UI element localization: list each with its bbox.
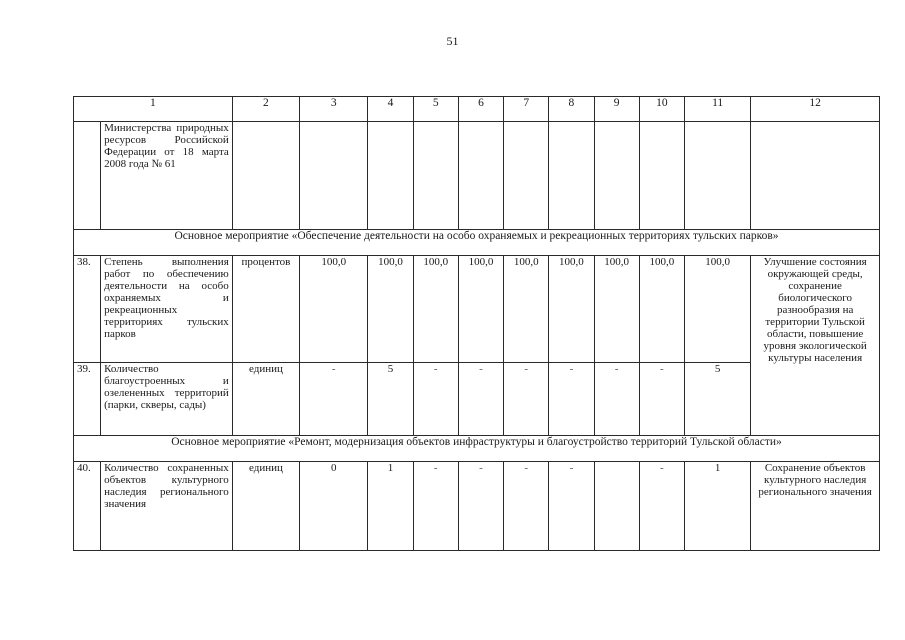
section-title: Основное мероприятие «Ремонт, модернизация объектов инфраструктуры и благоустройство территорий Тульской области» [74,436,880,462]
value-cell: 100,0 [368,256,413,363]
result-cell: Улучшение состояния окружающей среды, сохранение биологического разнообразия на территории Тульской области, повышение уровня экологической культуры населения [751,256,880,436]
value-cell: - [413,363,458,436]
value-cell: - [639,363,684,436]
header-cell: 2 [232,97,299,122]
header-row [74,97,880,122]
value-cell: - [413,462,458,551]
result-cell [751,122,880,230]
value-cell: 1 [368,462,413,551]
table-row [74,256,880,363]
index-cell [74,122,101,230]
indicators-table [73,96,880,551]
value-cell: 100,0 [594,256,639,363]
value-cell [504,122,549,230]
table-row [74,462,880,551]
header-cell: 3 [300,97,368,122]
value-cell [594,122,639,230]
index-cell: 38. [74,256,101,363]
value-cell: - [300,363,368,436]
value-cell [368,122,413,230]
header-cell: 5 [413,97,458,122]
value-cell: 0 [300,462,368,551]
unit-cell: единиц [232,363,299,436]
page-number: 51 [446,34,459,48]
result-cell: Сохранение объектов культурного наследия регионального значения [751,462,880,551]
header-cell: 1 [74,97,233,122]
name-cell: Количество благоустроенных и озелененных территорий (парки, скверы, сады) [101,363,233,436]
value-cell: 100,0 [300,256,368,363]
name-cell: Степень выполнения работ по обеспечению деятельности на особо охраняемых и рекреационных территориях тульских парков [101,256,233,363]
value-cell: 100,0 [684,256,750,363]
value-cell: - [458,363,503,436]
header-cell: 7 [504,97,549,122]
header-cell: 10 [639,97,684,122]
value-cell [549,122,594,230]
header-cell: 8 [549,97,594,122]
value-cell: 1 [684,462,750,551]
value-cell [300,122,368,230]
value-cell: - [549,462,594,551]
table-row [74,122,880,230]
header-cell: 12 [751,97,880,122]
value-cell [458,122,503,230]
value-cell: 100,0 [549,256,594,363]
index-cell: 40. [74,462,101,551]
value-cell: - [504,363,549,436]
header-cell: 6 [458,97,503,122]
value-cell: - [549,363,594,436]
value-cell: 100,0 [504,256,549,363]
value-cell: - [504,462,549,551]
index-cell: 39. [74,363,101,436]
name-cell: Количество сохраненных объектов культурного наследия регионального значения [101,462,233,551]
value-cell [639,122,684,230]
header-cell: 11 [684,97,750,122]
unit-cell [232,122,299,230]
section-title: Основное мероприятие «Обеспечение деятельности на особо охраняемых и рекреационных территориях тульских парков» [74,230,880,256]
section-row [74,436,880,462]
value-cell: 100,0 [639,256,684,363]
unit-cell: единиц [232,462,299,551]
header-cell: 4 [368,97,413,122]
value-cell: 100,0 [458,256,503,363]
value-cell: 5 [368,363,413,436]
unit-cell: процентов [232,256,299,363]
value-cell: - [594,363,639,436]
header-cell: 9 [594,97,639,122]
value-cell [594,462,639,551]
section-row [74,230,880,256]
name-cell: Министерства природных ресурсов Российской Федерации от 18 марта 2008 года № 61 [101,122,233,230]
value-cell [684,122,750,230]
value-cell: - [639,462,684,551]
value-cell: 5 [684,363,750,436]
value-cell [413,122,458,230]
value-cell: - [458,462,503,551]
value-cell: 100,0 [413,256,458,363]
